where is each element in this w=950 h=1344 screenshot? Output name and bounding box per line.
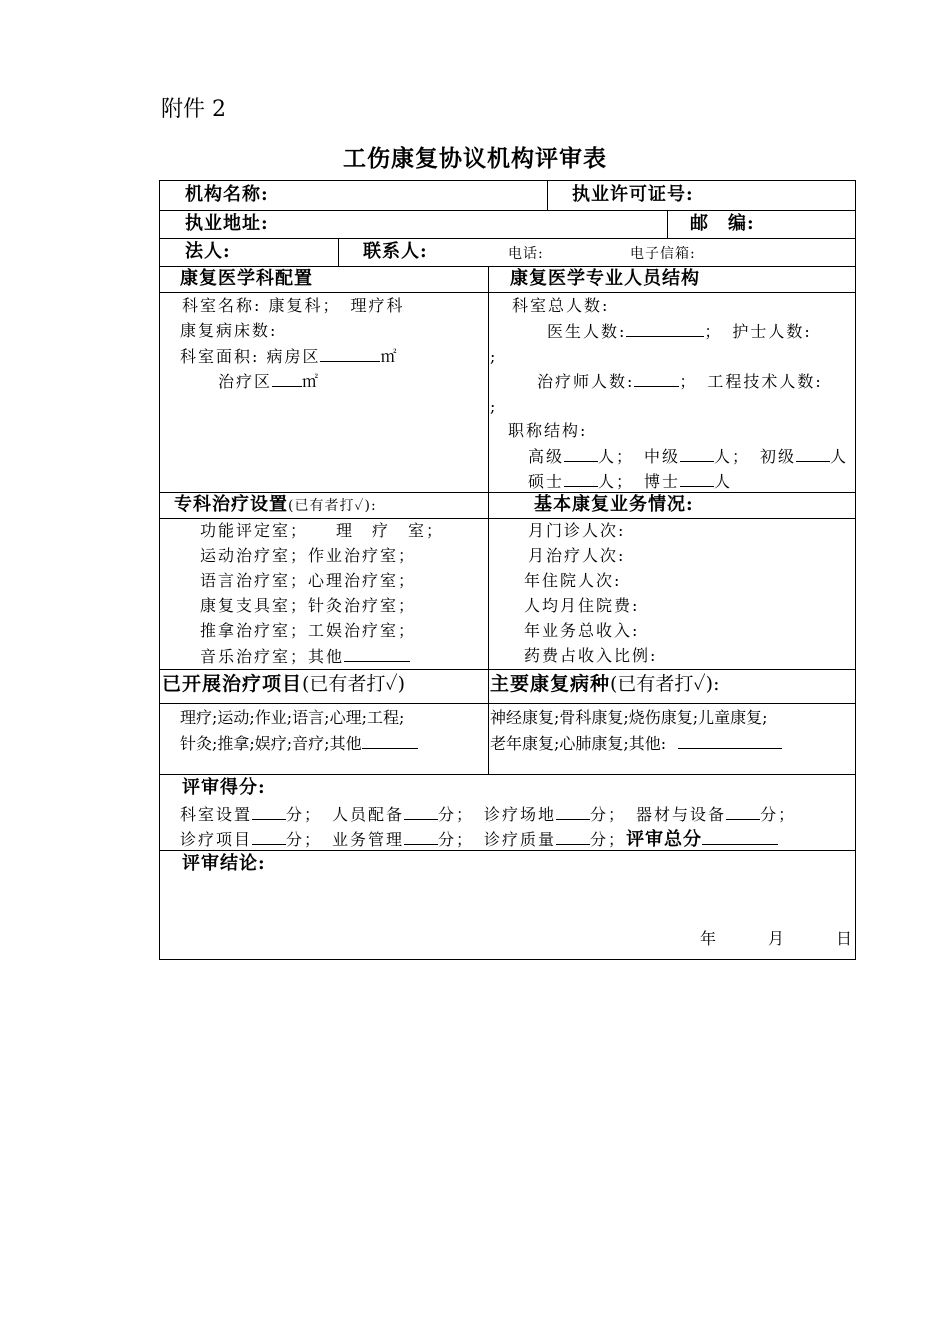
row-divider	[160, 210, 855, 211]
business-row: 月门诊人次:	[528, 521, 626, 540]
staff-heading: 康复医学专业人员结构	[510, 268, 700, 289]
diseases-line: 神经康复;骨科康复;烧伤康复;儿童康复;	[490, 708, 768, 727]
col-divider	[488, 266, 489, 774]
degrees-line: 硕士 人； 博士 人	[528, 472, 733, 491]
scores-line-2: 诊疗项目 分； 业务管理 分； 诊疗质量 分；评审总分	[180, 829, 778, 850]
row-divider	[160, 518, 855, 519]
conclusion-day: 日	[836, 929, 855, 948]
business-row: 药费占收入比例:	[524, 646, 658, 665]
row-divider	[160, 238, 855, 239]
form-title: 工伤康复协议机构评审表	[343, 145, 607, 172]
review-form-table	[159, 180, 856, 960]
dept-name-line: 科室名称: 康复科； 理疗科	[182, 296, 405, 315]
address-label: 执业地址:	[185, 213, 269, 234]
diseases-line: 老年康复;心肺康复;其他:	[490, 733, 782, 754]
doctors-nurses-line: 医生人数: ； 护士人数:	[547, 322, 812, 341]
conclusion-year: 年	[700, 929, 719, 948]
diseases-heading: 主要康复病种(已有者打✓):	[490, 673, 720, 695]
therapy-area-line: 治疗区 ㎡	[218, 372, 321, 391]
postcode-label: 邮 编:	[690, 213, 755, 234]
row-divider	[160, 850, 855, 851]
scores-line-1: 科室设置 分； 人员配备 分； 诊疗场地 分； 器材与设备 分；	[180, 805, 797, 824]
conclusion-heading: 评审结论:	[182, 853, 266, 874]
conclusion-month: 月	[768, 929, 787, 948]
ward-area-line: 科室面积: 病房区 ㎡	[180, 347, 399, 366]
special-treatment-row: 推拿治疗室；工娱治疗室；	[200, 621, 417, 640]
col-divider	[338, 238, 339, 266]
projects-line: 针灸;推拿;娱疗;音疗;其他	[180, 733, 418, 754]
business-row: 年住院人次:	[524, 571, 622, 590]
staff-total-line: 科室总人数:	[512, 296, 610, 315]
special-treatment-row: 音乐治疗室；其他	[200, 646, 410, 667]
legal-person-label: 法人:	[185, 241, 231, 262]
license-no-label: 执业许可证号:	[572, 184, 694, 205]
therapists-line: 治疗师人数: ； 工程技术人数:	[537, 372, 823, 391]
row-divider	[160, 669, 855, 670]
special-treatment-row: 语言治疗室；心理治疗室；	[200, 571, 417, 590]
projects-line: 理疗;运动;作业;语言;心理;工程;	[180, 708, 405, 727]
business-row: 年业务总收入:	[524, 621, 640, 640]
beds-line: 康复病床数:	[180, 321, 278, 340]
business-row: 人均月住院费:	[524, 596, 640, 615]
col-divider	[667, 210, 668, 238]
special-treatment-heading: 专科治疗设置(已有者打✓):	[174, 494, 377, 515]
special-treatment-row: 功能评定室； 理 疗 室；	[200, 521, 445, 540]
special-treatment-row: 康复支具室；针灸治疗室；	[200, 596, 417, 615]
title-levels-line: 高级 人； 中级 人； 初级 人	[528, 447, 849, 466]
attachment-label: 附件 2	[161, 97, 226, 122]
business-heading: 基本康复业务情况:	[534, 494, 694, 515]
special-treatment-row: 运动治疗室；作业治疗室；	[200, 546, 417, 565]
row-divider	[160, 703, 855, 704]
projects-heading: 已开展治疗项目(已有者打✓)	[162, 673, 406, 695]
dept-config-heading: 康复医学科配置	[180, 268, 313, 289]
semicolon: ;	[490, 347, 496, 366]
row-divider	[160, 774, 855, 775]
titles-line: 职称结构:	[508, 421, 588, 440]
row-divider	[160, 266, 855, 267]
phone-label: 电话:	[508, 246, 544, 262]
col-divider	[547, 181, 548, 210]
org-name-label: 机构名称:	[185, 184, 269, 205]
email-label: 电子信箱:	[630, 246, 696, 262]
business-row: 月治疗人次:	[528, 546, 626, 565]
contact-label: 联系人:	[363, 241, 428, 262]
row-divider	[160, 492, 855, 493]
row-divider	[160, 292, 855, 293]
semicolon: ;	[490, 397, 496, 416]
scores-heading: 评审得分:	[182, 777, 266, 798]
